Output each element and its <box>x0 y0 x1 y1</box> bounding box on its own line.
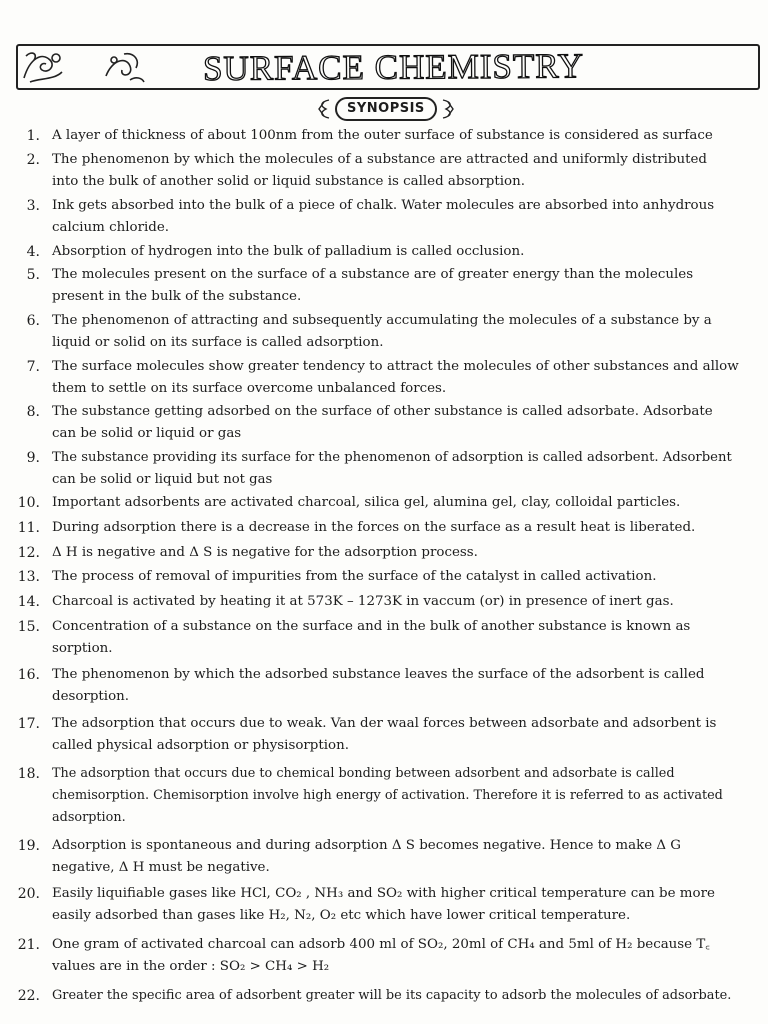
item-text: During adsorption there is a decrease in the forces on the surface as a result heat is liberated. <box>52 520 696 535</box>
item-number: 2. <box>26 152 40 168</box>
left-bracket-ornament-icon <box>316 98 332 120</box>
item-text: The substance providing its surface for the phenomenon of adsorption is called adsorbent. Adsorbent can be solid or liquid but not gas <box>52 450 732 487</box>
item-number: 7. <box>26 359 40 375</box>
item-text: A layer of thickness of about 100nm from the outer surface of substance is considered as surface <box>52 128 713 143</box>
item-number: 5. <box>26 267 40 283</box>
item-number: 1. <box>26 128 40 144</box>
item-number: 16. <box>17 667 40 683</box>
item-text: The surface molecules show greater tendency to attract the molecules of other substances and allow them to settle on its surface overcome unbalanced forces. <box>52 359 739 396</box>
item-number: 13. <box>17 569 40 585</box>
synopsis-heading <box>316 97 456 121</box>
item-text: Adsorption is spontaneous and during adsorption Δ S becomes negative. Hence to make Δ G negative, Δ H must be negative. <box>52 838 682 875</box>
item-number: 18. <box>17 766 40 782</box>
item-number: 9. <box>26 450 40 466</box>
item-number: 22. <box>17 988 40 1004</box>
item-number: 3. <box>26 198 40 214</box>
scroll-ornament-icon <box>20 48 66 86</box>
floral-ornament-icon <box>100 48 146 86</box>
synopsis-label: SYNOPSIS <box>335 97 437 121</box>
item-number: 12. <box>17 545 40 561</box>
item-text: Absorption of hydrogen into the bulk of palladium is called occlusion. <box>52 244 525 259</box>
item-number: 10. <box>17 495 40 511</box>
item-number: 20. <box>17 886 40 902</box>
item-text: The phenomenon by which the molecules of a substance are attracted and uniformly distributed into the bulk of another solid or liquid substance is called absorption. <box>52 152 707 189</box>
item-text: The phenomenon of attracting and subsequently accumulating the molecules of a substance by a liquid or solid on its surface is called adsorption. <box>52 313 712 350</box>
item-text: The adsorption that occurs due to weak. Van der waal forces between adsorbate and adsorbent is called physical adsorption or physisorption. <box>52 716 717 753</box>
item-number: 8. <box>26 404 40 420</box>
item-number: 15. <box>17 619 40 635</box>
item-text: Important adsorbents are activated charcoal, silica gel, alumina gel, clay, colloidal particles. <box>52 495 681 510</box>
item-text: Charcoal is activated by heating it at 573K – 1273K in vaccum (or) in presence of inert gas. <box>52 594 674 609</box>
item-number: 4. <box>26 244 40 260</box>
page-title: SURFACE CHEMISTRY <box>202 46 585 88</box>
item-text: Easily liquifiable gases like HCl, CO₂ , NH₃ and SO₂ with higher critical temperature can be more easily adsorbed than gases like H₂, N₂, O₂ etc which have lower critical temperature. <box>52 886 715 923</box>
item-text: The adsorption that occurs due to chemical bonding between adsorbent and adsorbate is called chemisorption. Chemisorption involve high energy of activation. Therefore it is referred to as activated adsorption. <box>52 766 723 825</box>
item-text: The substance getting adsorbed on the surface of other substance is called adsorbate. Adsorbate can be solid or liquid or gas <box>52 404 713 441</box>
item-number: 17. <box>17 716 40 732</box>
item-number: 19. <box>17 838 40 854</box>
item-text: The molecules present on the surface of a substance are of greater energy than the molecules present in the bulk of the substance. <box>52 267 694 304</box>
item-text: The process of removal of impurities from the surface of the catalyst in called activation. <box>52 569 657 584</box>
item-number: 6. <box>26 313 40 329</box>
item-text: The phenomenon by which the adsorbed substance leaves the surface of the adsorbent is called desorption. <box>52 667 705 704</box>
item-text: Δ H is negative and Δ S is negative for the adsorption process. <box>52 545 478 560</box>
item-number: 14. <box>17 594 40 610</box>
item-number: 21. <box>17 937 40 953</box>
item-number: 11. <box>17 520 40 536</box>
item-text: Greater the specific area of adsorbent greater will be its capacity to adsorb the molecules of adsorbate. <box>52 988 732 1003</box>
item-text: Ink gets absorbed into the bulk of a piece of chalk. Water molecules are absorbed into anhydrous calcium chloride. <box>52 198 715 235</box>
item-text: One gram of activated charcoal can adsorb 400 ml of SO₂, 20ml of CH₄ and 5ml of H₂ because T꜀ values are in the order : SO₂ > CH₄ > H₂ <box>52 937 710 974</box>
title-banner <box>16 44 760 90</box>
right-bracket-ornament-icon <box>440 98 456 120</box>
item-text: Concentration of a substance on the surface and in the bulk of another substance is known as sorption. <box>52 619 691 656</box>
